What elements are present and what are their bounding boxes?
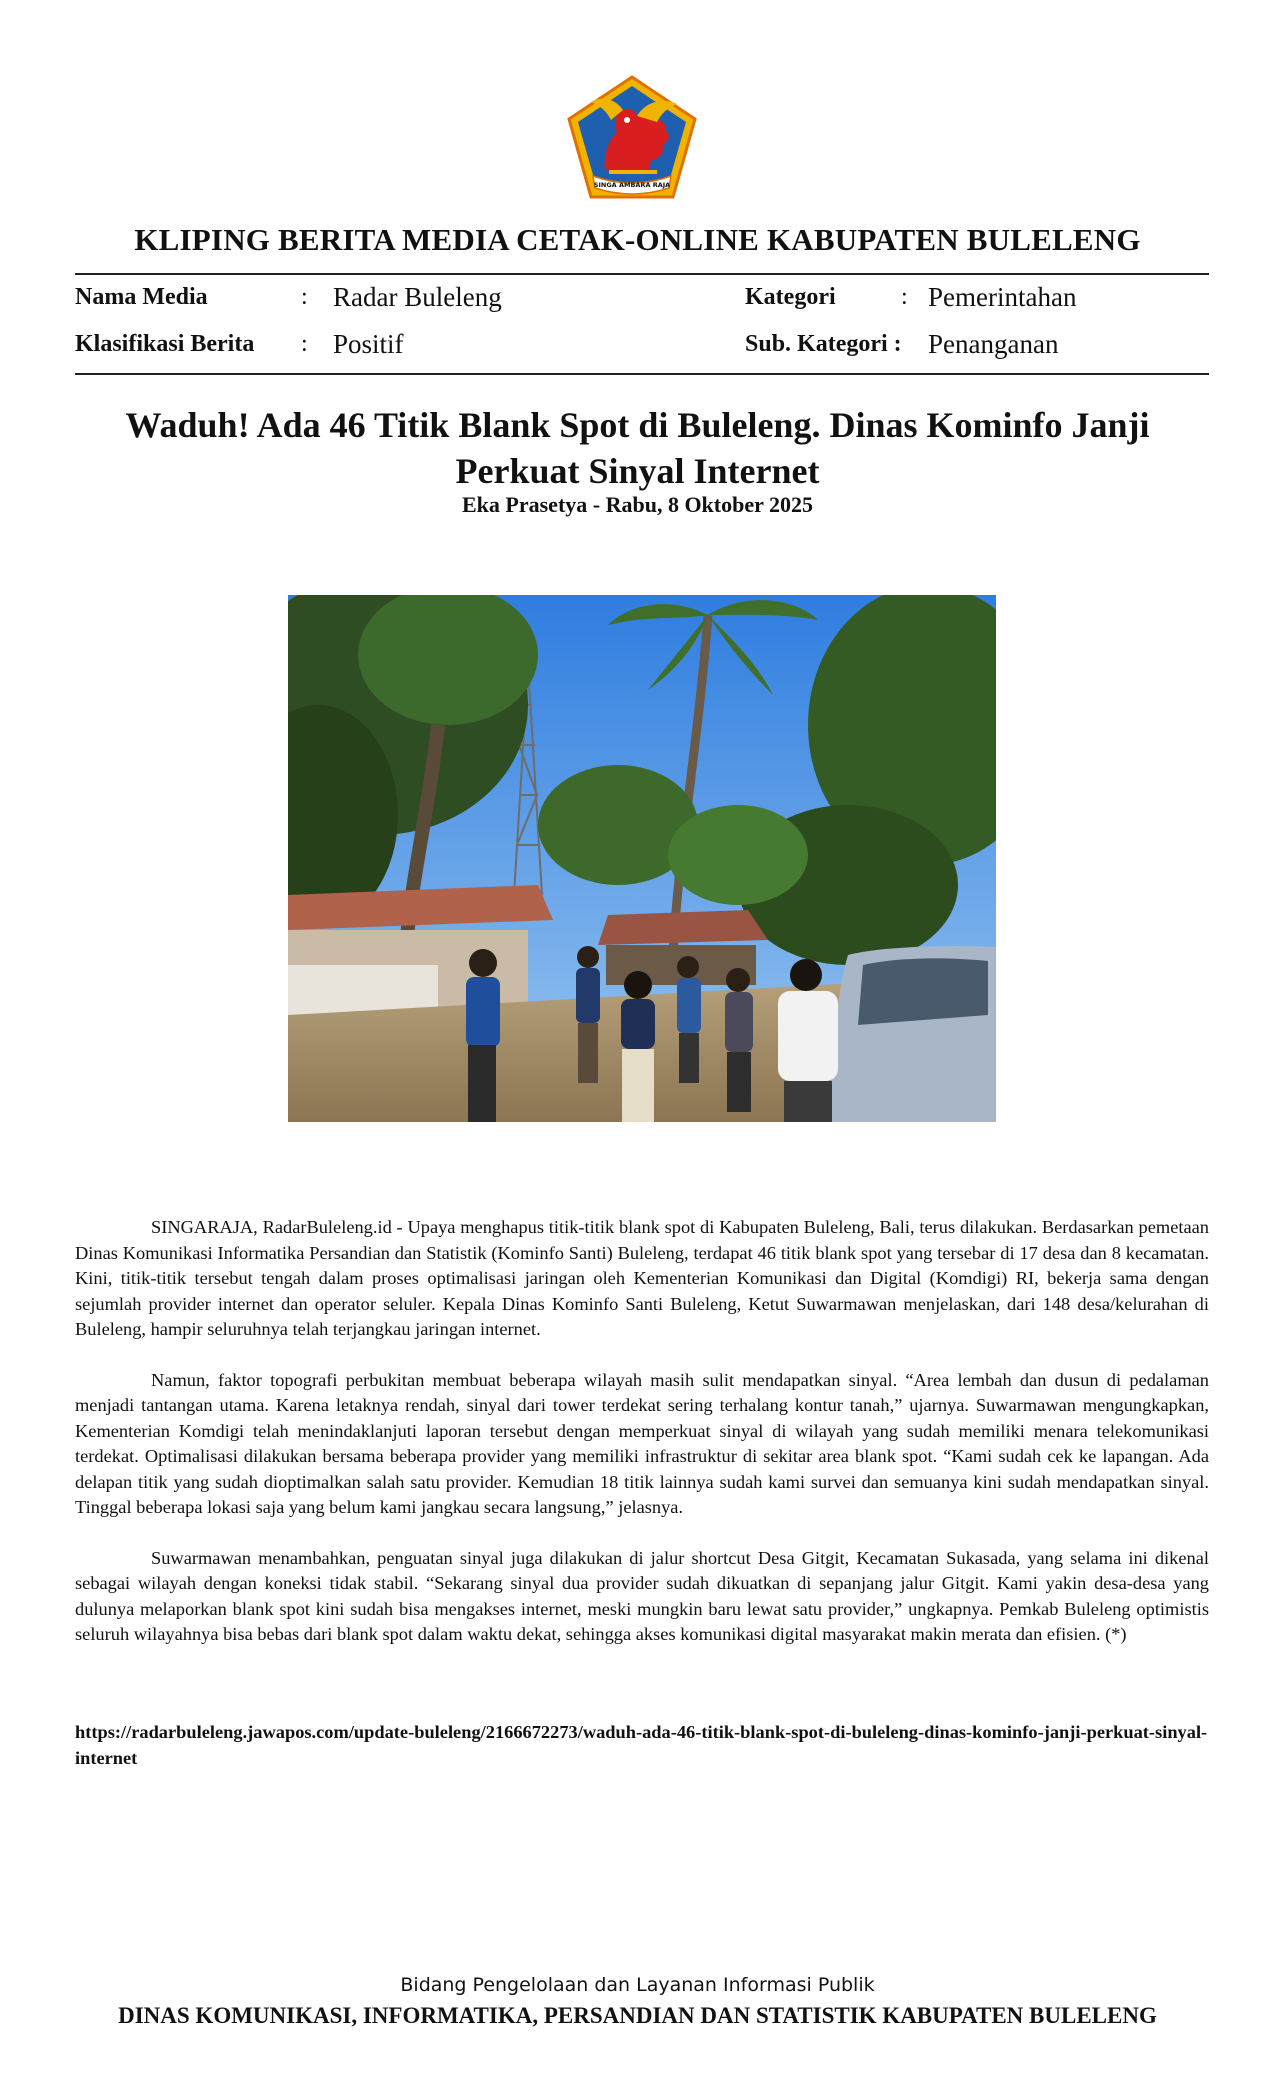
article-paragraph-1: SINGARAJA, RadarBuleleng.id - Upaya menghapus titik-titik blank spot di Kabupaten Buleleng, Bali, terus dilakukan. Berdasarkan pemetaan Dinas Komunikasi Informatika Persandian dan Statistik (Kominfo Santi) Buleleng, terdapat 46 titik blank spot yang tersebar di 17 desa dan 8 kecamatan. Kini, titik-titik tersebut tengah dalam proses optimalisasi jaringan oleh Kementerian Komunikasi dan Digital (Komdigi) RI, bekerja sama dengan sejumlah provider internet dan operator seluler. Kepala Dinas Kominfo Santi Buleleng, Ketut Suwarmawan menjelaskan, dari 148 desa/kelurahan di Buleleng, hampir seluruhnya telah terjangkau jaringan internet.	[75, 1217, 1209, 1339]
singa-ambara-raja-emblem-icon	[565, 74, 699, 200]
source-url-link[interactable]: https://radarbuleleng.jawapos.com/update-buleleng/2166672273/waduh-ada-46-titik-blank-spot-di-buleleng-dinas-kominfo-janji-perkuat-sinyal-internet	[75, 1722, 1208, 1768]
footer-subtitle: Bidang Pengelolaan dan Layanan Informasi Publik	[400, 1974, 875, 1996]
article-body	[75, 1215, 1209, 1673]
subcategory-value: Penanganan	[928, 329, 1059, 359]
article-photo	[288, 595, 996, 1122]
kliping-title: KLIPING BERITA MEDIA CETAK-ONLINE KABUPATEN BULELENG	[134, 222, 1141, 257]
article-paragraph-2: Namun, faktor topografi perbukitan membuat beberapa wilayah masih sulit mendapatkan sinyal. “Area lembah dan dusun di pedalaman menjadi tantangan utama. Karena letaknya rendah, sinyal dari tower terdekat sering terhalang kontur tanah,” ujarnya. Suwarmawan mengungkapkan, Kementerian Komdigi telah menindaklanjuti laporan tersebut dengan memperkuat sinyal di wilayah yang sudah memiliki menara telekomunikasi terdekat. Optimalisasi dilakukan bersama beberapa provider yang memiliki infrastruktur di sekitar area blank spot. “Kami sudah cek ke lapangan. Ada delapan titik yang sudah dioptimalkan salah satu provider. Kemudian 18 titik lainnya sudah kami survei dan semuanya kini sudah mendapatkan sinyal. Tinggal beberapa lokasi saja yang belum kami jangkau secara langsung,” jelasnya.	[75, 1369, 1209, 1517]
header-top-rule	[75, 273, 1209, 275]
meta-row-classification	[75, 329, 1209, 363]
classification-value: Positif	[333, 329, 404, 359]
classification-colon: :	[301, 331, 308, 357]
emblem-motto-text: SINGA AMBARA RAJA	[593, 181, 671, 189]
article-byline: Eka Prasetya - Rabu, 8 Oktober 2025	[462, 492, 813, 517]
article-paragraph-3: Suwarmawan menambahkan, penguatan sinyal juga dilakukan di jalur shortcut Desa Gitgit, Kecamatan Sukasada, yang selama ini dikenal sebagai wilayah dengan koneksi tidak stabil. “Sekarang sinyal dua provider sudah dikuatkan di sepanjang jalur Gitgit. Kami yakin desa-desa yang dulunya melaporkan blank spot kini sudah bisa mengakses internet, meski mungkin baru lewat satu provider,” ungkapnya. Pemkab Buleleng optimistis seluruh wilayahnya bisa bebas dari blank spot dalam waktu dekat, sehingga akses komunikasi digital masyarakat makin merata dan efisien. (*)	[75, 1547, 1209, 1644]
media-name-value: Radar Buleleng	[333, 282, 502, 312]
subcategory-label: Sub. Kategori :	[745, 331, 902, 357]
header-bottom-rule	[75, 373, 1209, 375]
category-value: Pemerintahan	[928, 282, 1077, 312]
media-name-label: Nama Media	[75, 284, 208, 310]
category-label: Kategori	[745, 284, 836, 310]
classification-label: Klasifikasi Berita	[75, 331, 255, 357]
footer-agency: DINAS KOMUNIKASI, INFORMATIKA, PERSANDIAN DAN STATISTIK KABUPATEN BULELENG	[118, 2003, 1157, 2028]
article-headline: Waduh! Ada 46 Titik Blank Spot di Buleleng. Dinas Kominfo Janji Perkuat Sinyal Internet	[125, 405, 1150, 491]
media-name-colon: :	[301, 284, 308, 310]
category-colon: :	[901, 284, 908, 310]
meta-row-media	[75, 282, 1209, 316]
